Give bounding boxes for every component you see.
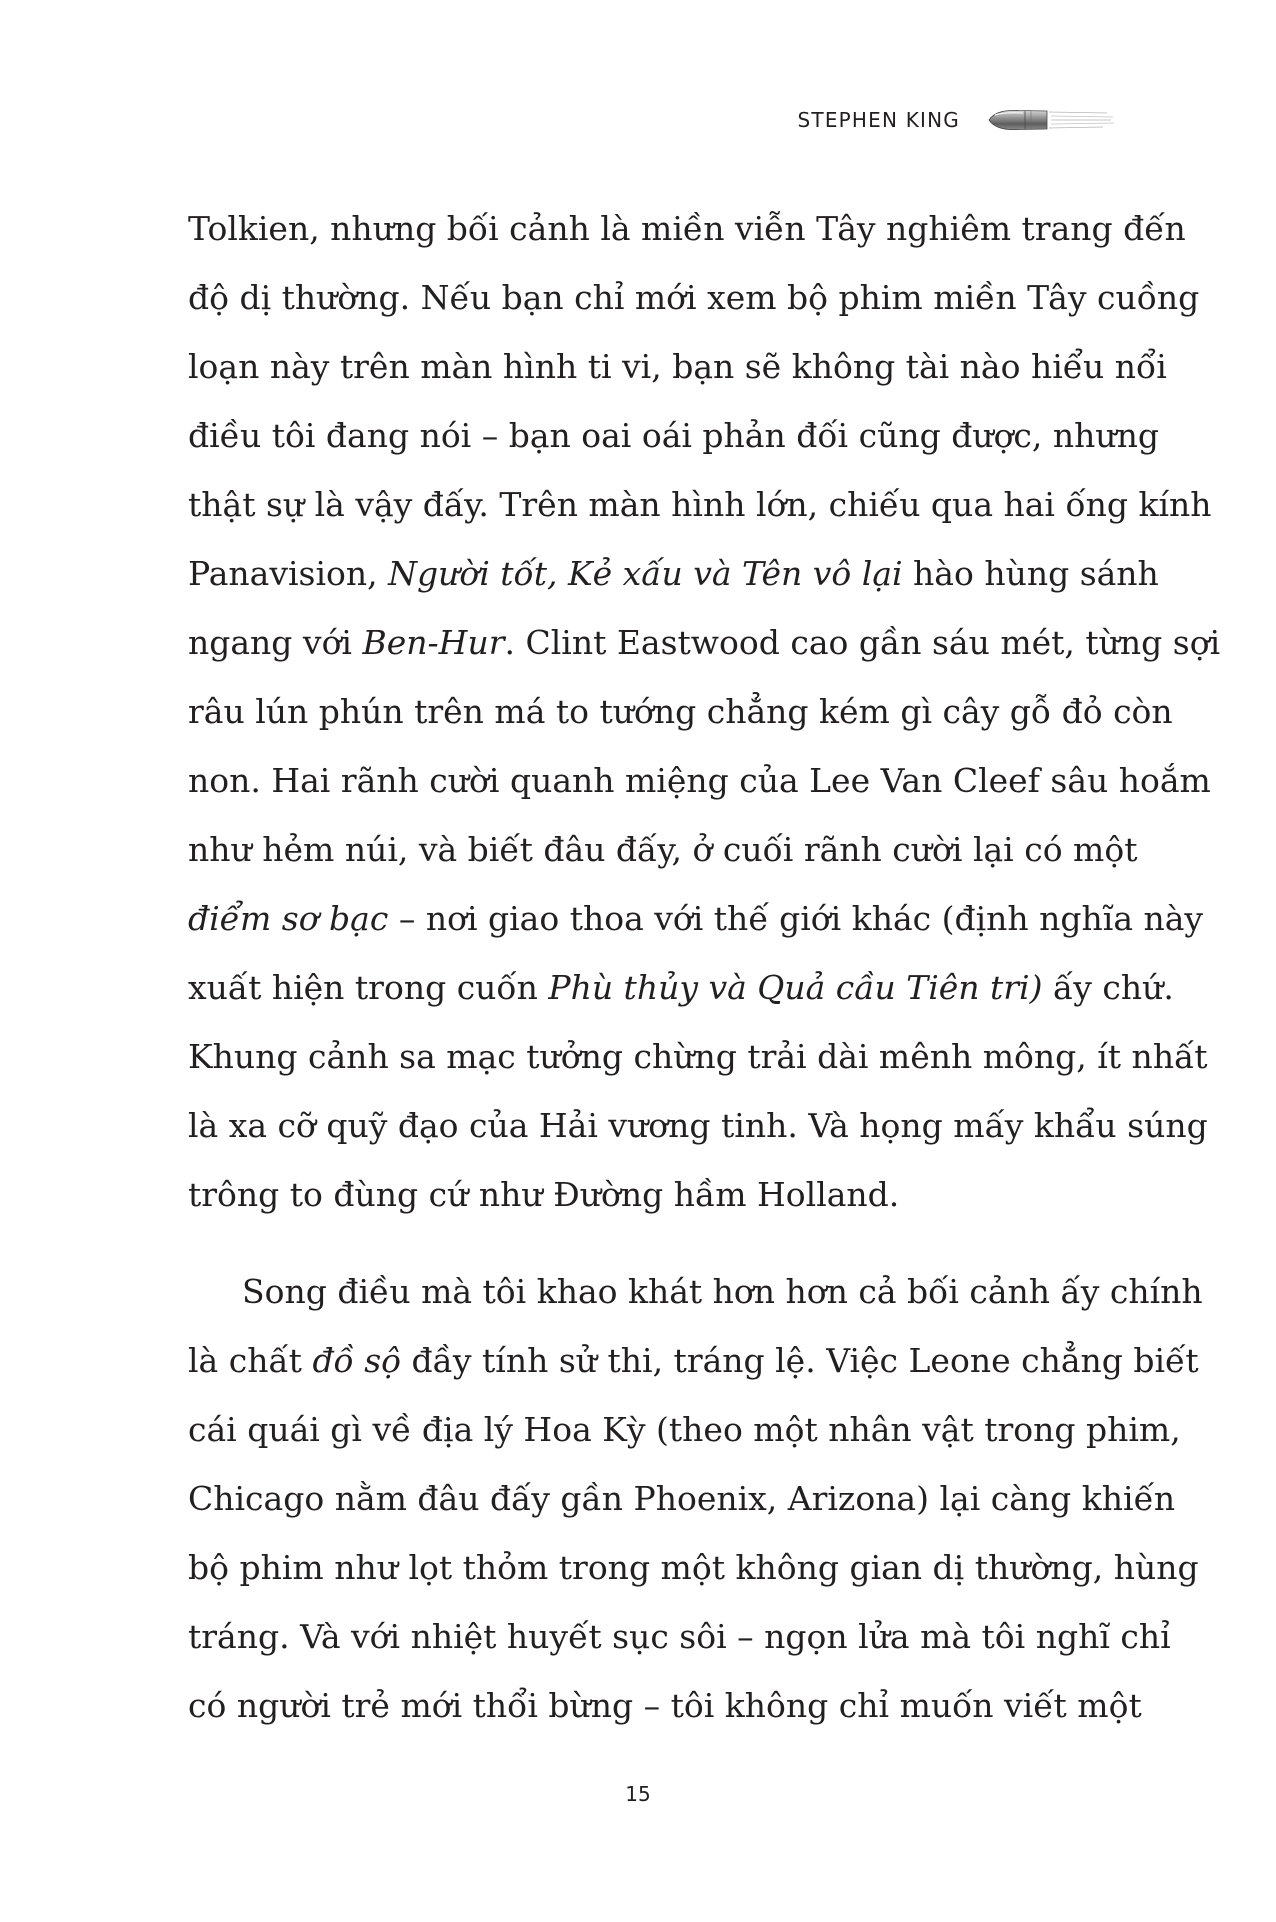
- text-run: Chicago nằm đâu đấy gần Phoenix, Arizona) lại càng khiến: [188, 1479, 1176, 1518]
- italic-phrase: điểm sơ bạc: [188, 899, 389, 938]
- text-line: [188, 1091, 1208, 1160]
- text-line: [188, 1533, 1199, 1602]
- text-run: trông to đùng cứ như Đường hầm Holland.: [188, 1175, 900, 1214]
- text-line: [188, 677, 1173, 746]
- text-line: [188, 608, 1221, 677]
- text-line: [188, 539, 1159, 608]
- text-run: . Clint Eastwood cao gần sáu mét, từng sợi: [504, 623, 1221, 662]
- text-run: hào hùng sánh: [902, 554, 1159, 593]
- text-line: [188, 953, 1174, 1022]
- text-line: [188, 884, 1204, 953]
- text-line: [188, 815, 1138, 884]
- running-head: [0, 106, 1276, 134]
- text-line: [188, 1464, 1176, 1533]
- paragraph-2: [188, 1257, 1203, 1740]
- text-run: cái quái gì về địa lý Hoa Kỳ (theo một nhân vật trong phim,: [188, 1410, 1181, 1449]
- page-number: 15: [625, 1782, 651, 1806]
- text-line: [188, 401, 1160, 470]
- text-run: Tolkien, nhưng bối cảnh là miền viễn Tây nghiêm trang đến: [188, 209, 1186, 248]
- text-run: là chất: [188, 1341, 313, 1380]
- body-text: [188, 194, 1221, 1740]
- paragraph-1: [188, 194, 1221, 1229]
- text-run: xuất hiện trong cuốn: [188, 968, 549, 1007]
- italic-phrase: đồ sộ: [312, 1341, 402, 1380]
- text-run: Song điều mà tôi khao khát hơn hơn cả bối cảnh ấy chính: [242, 1272, 1203, 1311]
- text-line: [188, 263, 1200, 332]
- italic-phrase: Người tốt, Kẻ xấu và Tên vô lại: [388, 554, 903, 593]
- text-line: [188, 1326, 1199, 1395]
- text-run: bộ phim như lọt thỏm trong một không gian dị thường, hùng: [188, 1548, 1199, 1587]
- text-run: non. Hai rãnh cười quanh miệng của Lee Van Cleef sâu hoắm: [188, 761, 1211, 800]
- text-run: Khung cảnh sa mạc tưởng chừng trải dài mênh mông, ít nhất: [188, 1037, 1208, 1076]
- text-run: độ dị thường. Nếu bạn chỉ mới xem bộ phim miền Tây cuồng: [188, 278, 1200, 317]
- text-run: Panavision,: [188, 554, 389, 593]
- text-line: [188, 1602, 1171, 1671]
- text-run: thật sự là vậy đấy. Trên màn hình lớn, chiếu qua hai ống kính: [188, 485, 1212, 524]
- text-run: loạn này trên màn hình ti vi, bạn sẽ không tài nào hiểu nổi: [188, 347, 1167, 386]
- text-run: ngang với: [188, 623, 363, 662]
- text-run: đầy tính sử thi, tráng lệ. Việc Leone chẳng biết: [401, 1341, 1199, 1380]
- running-head-author: STEPHEN KING: [797, 108, 960, 132]
- text-line: [188, 1160, 1092, 1229]
- text-line: [188, 194, 1186, 263]
- italic-phrase: Phù thủy và Quả cầu Tiên tri): [548, 968, 1043, 1007]
- text-run: có người trẻ mới thổi bừng – tôi không chỉ muốn viết một: [188, 1686, 1142, 1725]
- text-run: như hẻm núi, và biết đâu đấy, ở cuối rãnh cười lại có một: [188, 830, 1138, 869]
- text-run: ấy chứ.: [1042, 968, 1174, 1007]
- text-line: [188, 1022, 1208, 1091]
- text-line: [188, 470, 1212, 539]
- text-line: [188, 1671, 1142, 1740]
- bullet-icon: [985, 102, 1115, 138]
- text-line: [188, 1257, 1203, 1326]
- text-run: điều tôi đang nói – bạn oai oái phản đối cũng được, nhưng: [188, 416, 1160, 455]
- text-run: tráng. Và với nhiệt huyết sục sôi – ngọn lửa mà tôi nghĩ chỉ: [188, 1617, 1171, 1656]
- text-run: là xa cỡ quỹ đạo của Hải vương tinh. Và họng mấy khẩu súng: [188, 1106, 1208, 1145]
- text-line: [188, 746, 1211, 815]
- italic-phrase: Ben-Hur: [362, 623, 505, 662]
- text-run: – nơi giao thoa với thế giới khác (định nghĩa này: [388, 899, 1204, 938]
- text-line: [188, 1395, 1181, 1464]
- text-line: [188, 332, 1167, 401]
- text-run: râu lún phún trên má to tướng chẳng kém gì cây gỗ đỏ còn: [188, 692, 1173, 731]
